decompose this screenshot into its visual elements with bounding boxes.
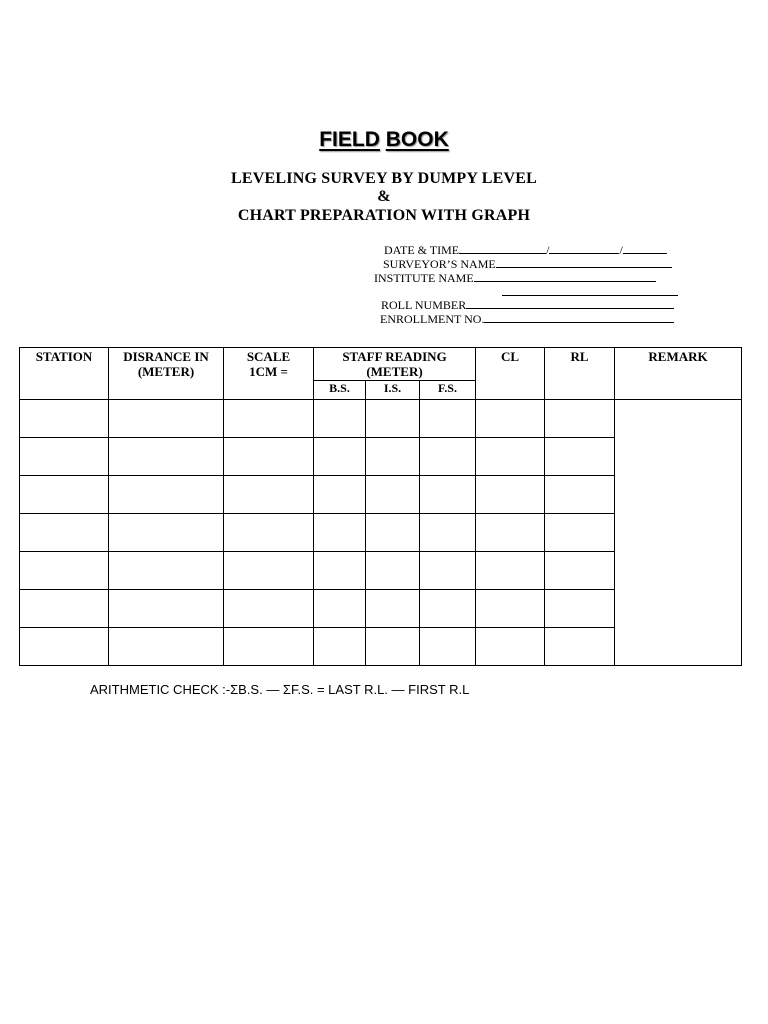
year-blank (623, 243, 667, 254)
fs-cell[interactable] (420, 628, 476, 666)
bs-cell[interactable] (314, 514, 366, 552)
is-cell[interactable] (366, 590, 420, 628)
bs-cell[interactable] (314, 590, 366, 628)
fs-cell[interactable] (420, 400, 476, 438)
date-separator-2: / (619, 243, 623, 257)
is-cell[interactable] (366, 514, 420, 552)
fs-cell[interactable] (420, 552, 476, 590)
distance-cell[interactable] (109, 628, 224, 666)
scale-cell[interactable] (224, 438, 314, 476)
is-cell[interactable] (366, 552, 420, 590)
bs-cell[interactable] (314, 438, 366, 476)
header-fs: F.S. (420, 381, 476, 400)
subtitle-line-1: LEVELING SURVEY BY DUMPY LEVEL (231, 170, 537, 187)
rl-cell[interactable] (545, 400, 615, 438)
date-separator-1: / (546, 243, 550, 257)
distance-cell[interactable] (109, 590, 224, 628)
scale-cell[interactable] (224, 552, 314, 590)
fs-cell[interactable] (420, 438, 476, 476)
cl-cell[interactable] (476, 514, 545, 552)
enrollment-blank (484, 312, 674, 323)
fs-cell[interactable] (420, 514, 476, 552)
institute-name-label: INSTITUTE NAME (374, 271, 474, 285)
is-cell[interactable] (366, 628, 420, 666)
scale-cell[interactable] (224, 400, 314, 438)
is-cell[interactable] (366, 438, 420, 476)
enrollment-label: ENROLLMENT NO. (380, 312, 485, 326)
roll-number-label: ROLL NUMBER (381, 298, 467, 312)
distance-cell[interactable] (109, 400, 224, 438)
scale-cell[interactable] (224, 476, 314, 514)
station-cell[interactable] (20, 514, 109, 552)
month-blank (549, 243, 619, 254)
is-cell[interactable] (366, 400, 420, 438)
distance-cell[interactable] (109, 514, 224, 552)
subtitle-ampersand: & (377, 188, 391, 205)
station-cell[interactable] (20, 476, 109, 514)
header-scale (224, 348, 314, 400)
cl-cell[interactable] (476, 476, 545, 514)
institute-name-field (374, 271, 656, 285)
cl-cell[interactable] (476, 590, 545, 628)
rl-cell[interactable] (545, 628, 615, 666)
page-title (0, 128, 768, 152)
header-remark: REMARK (615, 348, 742, 400)
rl-cell[interactable] (545, 514, 615, 552)
remark-cell[interactable] (615, 400, 742, 666)
rl-cell[interactable] (545, 476, 615, 514)
header-is: I.S. (366, 381, 420, 400)
surveyor-name-field (383, 257, 672, 271)
institute-extra-blank (502, 285, 678, 296)
table-header-row-1 (20, 348, 742, 381)
station-cell[interactable] (20, 400, 109, 438)
header-cl: CL (476, 348, 545, 400)
surveyor-name-label: SURVEYOR’S NAME (383, 257, 496, 271)
header-staff-line-1: STAFF READING (342, 349, 447, 364)
header-distance-line-1: DISRANCE IN (123, 349, 209, 364)
scale-cell[interactable] (224, 628, 314, 666)
date-time-field (384, 243, 667, 257)
cl-cell[interactable] (476, 438, 545, 476)
bs-cell[interactable] (314, 628, 366, 666)
title-word-field: FIELD (319, 128, 380, 151)
scale-cell[interactable] (224, 514, 314, 552)
rl-cell[interactable] (545, 590, 615, 628)
fs-cell[interactable] (420, 590, 476, 628)
rl-cell[interactable] (545, 552, 615, 590)
station-cell[interactable] (20, 552, 109, 590)
cl-cell[interactable] (476, 400, 545, 438)
header-scale-line-2: 1CM = (249, 364, 288, 379)
header-distance-line-2: (METER) (137, 364, 195, 379)
station-cell[interactable] (20, 438, 109, 476)
table-row (20, 400, 742, 438)
date-blank (459, 243, 546, 254)
distance-cell[interactable] (109, 438, 224, 476)
cl-cell[interactable] (476, 628, 545, 666)
station-cell[interactable] (20, 628, 109, 666)
station-cell[interactable] (20, 590, 109, 628)
surveyor-name-blank (496, 257, 672, 268)
is-cell[interactable] (366, 476, 420, 514)
bs-cell[interactable] (314, 476, 366, 514)
roll-number-field (381, 298, 674, 312)
field-book-table (19, 347, 742, 666)
bs-cell[interactable] (314, 552, 366, 590)
roll-number-blank (466, 298, 674, 309)
scale-cell[interactable] (224, 590, 314, 628)
fs-cell[interactable] (420, 476, 476, 514)
header-distance (109, 348, 224, 400)
cl-cell[interactable] (476, 552, 545, 590)
bs-cell[interactable] (314, 400, 366, 438)
header-staff-line-2: (METER) (366, 364, 423, 379)
distance-cell[interactable] (109, 476, 224, 514)
enrollment-field (380, 312, 674, 326)
header-rl: RL (545, 348, 615, 400)
header-station: STATION (20, 348, 109, 400)
title-word-book: BOOK (385, 128, 449, 151)
header-staff-reading (314, 348, 476, 381)
date-time-label: DATE & TIME (384, 243, 460, 257)
institute-extra-line (502, 285, 678, 299)
header-scale-line-1: SCALE (246, 349, 291, 364)
rl-cell[interactable] (545, 438, 615, 476)
subtitle-line-2: CHART PREPARATION WITH GRAPH (237, 207, 531, 224)
arithmetic-check: ARITHMETIC CHECK :-ΣB.S. — ΣF.S. = LAST R.L. — FIRST R.L (90, 682, 470, 697)
distance-cell[interactable] (109, 552, 224, 590)
institute-name-blank (474, 271, 656, 282)
header-bs: B.S. (314, 381, 366, 400)
